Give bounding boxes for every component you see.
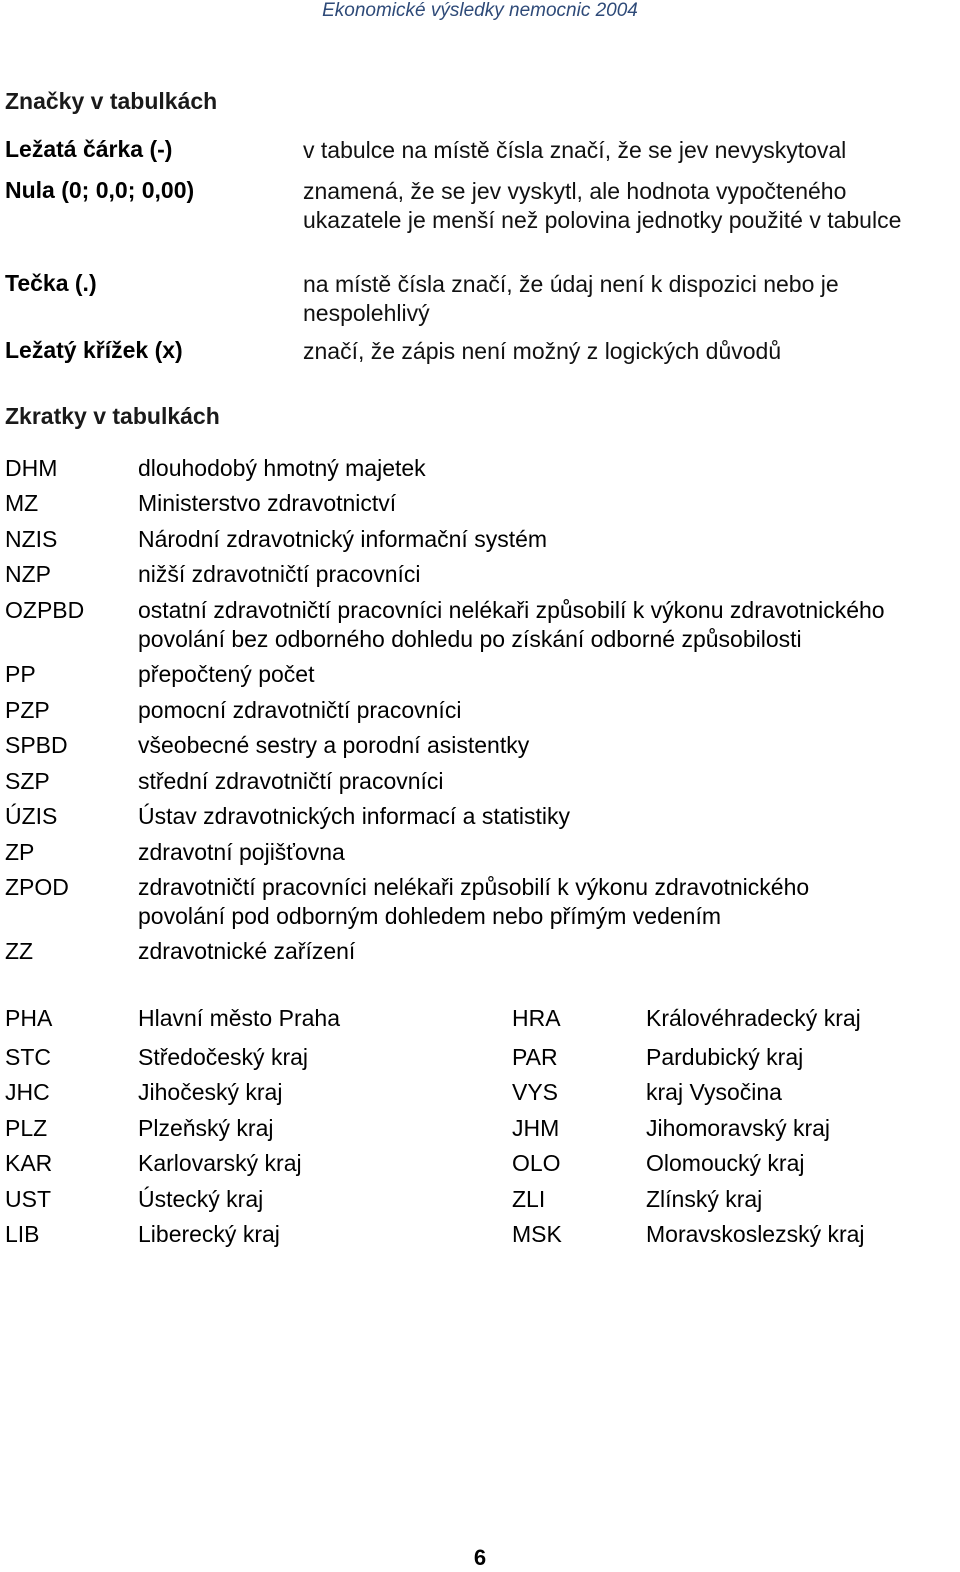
abbreviation-code: PZP	[5, 697, 50, 723]
region-name: Královéhradecký kraj	[646, 1005, 861, 1031]
region-name: Jihomoravský kraj	[646, 1115, 831, 1141]
abbreviation-meaning: zdravotničtí pracovníci nelékaři způsobilí k výkonu zdravotnického povolání pod odborným dohledem nebo přímým vedením	[138, 874, 810, 929]
abbreviation-code: ZPOD	[5, 874, 69, 900]
abbreviation-code: PP	[5, 661, 36, 687]
region-code: ZLI	[512, 1186, 546, 1212]
region-code: MSK	[512, 1221, 562, 1247]
symbols-section-title: Značky v tabulkách	[5, 88, 218, 114]
region-code: PHA	[5, 1005, 53, 1031]
region-code: LIB	[5, 1221, 40, 1247]
abbreviation-meaning: dlouhodobý hmotný majetek	[138, 455, 426, 481]
region-name: Olomoucký kraj	[646, 1150, 805, 1176]
region-code: HRA	[512, 1005, 561, 1031]
region-name: Hlavní město Praha	[138, 1005, 340, 1031]
abbreviation-code: MZ	[5, 490, 39, 516]
abbreviation-meaning: Ministerstvo zdravotnictví	[138, 490, 397, 516]
abbreviation-code: DHM	[5, 455, 58, 481]
abbreviation-meaning: Národní zdravotnický informační systém	[138, 526, 548, 552]
abbreviation-meaning: pomocní zdravotničtí pracovníci	[138, 697, 462, 723]
region-code: KAR	[5, 1150, 53, 1176]
abbreviation-meaning: zdravotní pojišťovna	[138, 839, 345, 865]
abbreviation-code: OZPBD	[5, 597, 85, 623]
symbol-description: znamená, že se jev vyskytl, ale hodnota vypočteného ukazatele je menší než polovina jednotky použité v tabulce	[303, 178, 902, 233]
symbol-term: Ležatý křížek (x)	[5, 337, 183, 363]
region-code: STC	[5, 1044, 51, 1070]
symbol-description: značí, že zápis není možný z logických důvodů	[303, 338, 782, 364]
region-name: Liberecký kraj	[138, 1221, 280, 1247]
symbol-description: v tabulce na místě čísla značí, že se jev nevyskytoval	[303, 137, 847, 163]
abbreviation-code: ÚZIS	[5, 803, 58, 829]
abbreviation-meaning: zdravotnické zařízení	[138, 938, 356, 964]
region-name: Plzeňský kraj	[138, 1115, 274, 1141]
region-code: PLZ	[5, 1115, 48, 1141]
abbreviation-meaning: nižší zdravotničtí pracovníci	[138, 561, 421, 587]
region-name: Středočeský kraj	[138, 1044, 309, 1070]
symbol-term: Tečka (.)	[5, 270, 97, 296]
running-header: Ekonomické výsledky nemocnic 2004	[322, 0, 638, 21]
abbreviation-meaning: střední zdravotničtí pracovníci	[138, 768, 444, 794]
region-code: OLO	[512, 1150, 561, 1176]
region-name: Ústecký kraj	[138, 1186, 264, 1212]
region-code: VYS	[512, 1079, 559, 1105]
region-name: Karlovarský kraj	[138, 1150, 302, 1176]
symbol-term: Ležatá čárka (-)	[5, 136, 173, 162]
region-name: Moravskoslezský kraj	[646, 1221, 865, 1247]
region-name: kraj Vysočina	[646, 1079, 782, 1105]
abbreviation-code: ZP	[5, 839, 35, 865]
symbol-term: Nula (0; 0,0; 0,00)	[5, 177, 195, 203]
region-code: PAR	[512, 1044, 558, 1070]
region-code: JHC	[5, 1079, 50, 1105]
abbreviations-section-title: Zkratky v tabulkách	[5, 403, 220, 429]
abbreviation-code: NZIS	[5, 526, 58, 552]
abbreviation-meaning: přepočtený počet	[138, 661, 315, 687]
region-code: UST	[5, 1186, 51, 1212]
abbreviation-code: ZZ	[5, 938, 34, 964]
abbreviation-meaning: všeobecné sestry a porodní asistentky	[138, 732, 530, 758]
abbreviation-meaning: Ústav zdravotnických informací a statistiky	[138, 803, 571, 829]
abbreviation-code: SPBD	[5, 732, 68, 758]
abbreviation-code: NZP	[5, 561, 51, 587]
abbreviation-code: SZP	[5, 768, 50, 794]
region-code: JHM	[512, 1115, 560, 1141]
page-number: 6	[473, 1545, 487, 1570]
region-name: Pardubický kraj	[646, 1044, 804, 1070]
symbol-description: na místě čísla značí, že údaj není k dispozici nebo je nespolehlivý	[303, 271, 839, 326]
abbreviation-meaning: ostatní zdravotničtí pracovníci nelékaři způsobilí k výkonu zdravotnického povolání bez odborného dohledu po získání odborné způsobilosti	[138, 597, 885, 652]
region-name: Zlínský kraj	[646, 1186, 763, 1212]
region-name: Jihočeský kraj	[138, 1079, 283, 1105]
